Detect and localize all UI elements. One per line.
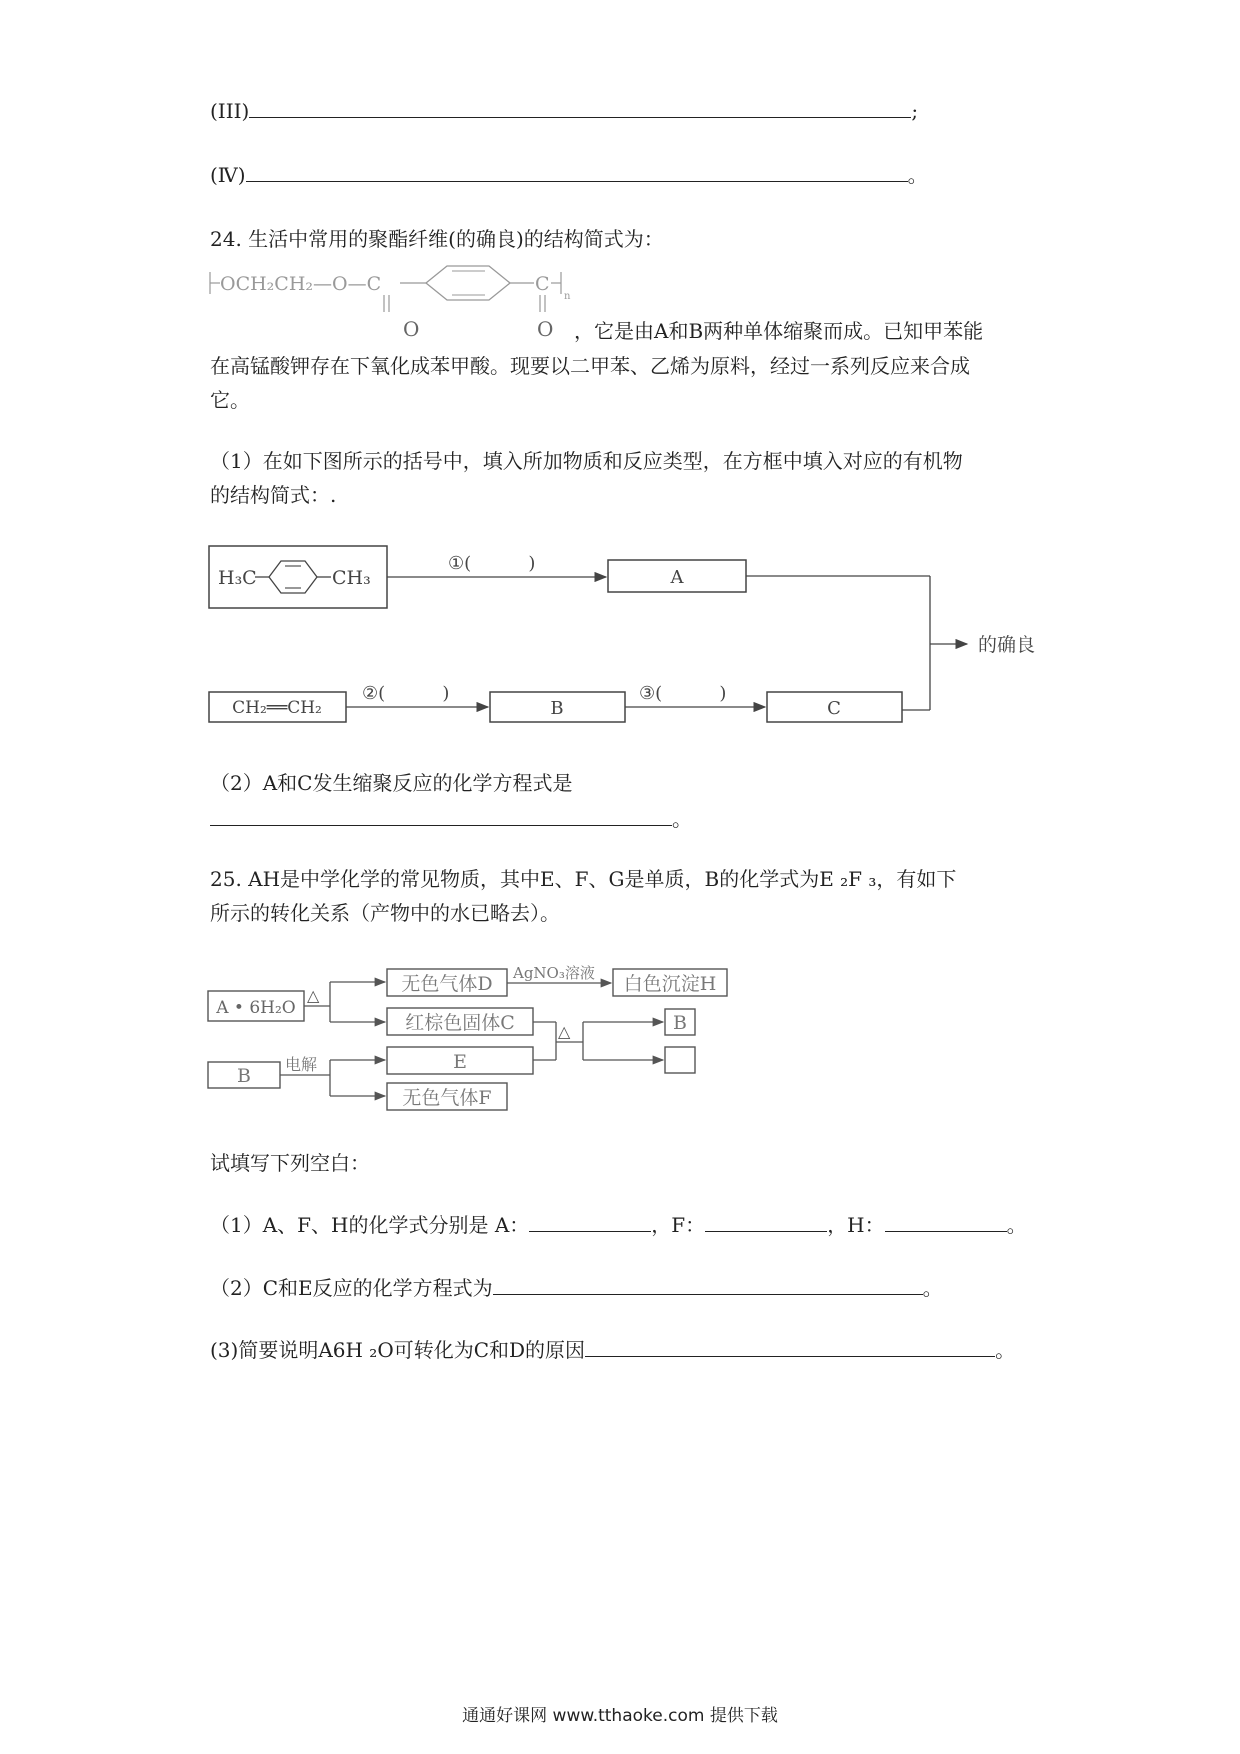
answer-blank[interactable]: [249, 99, 911, 118]
q25-title-line1: 25. AH是中学化学的常见物质，其中E、F、G是单质，B的化学式为E ₂F ₃，有如下: [210, 867, 957, 891]
answer-blank-h[interactable]: [885, 1213, 1007, 1232]
heat2-label: △: [558, 1022, 571, 1041]
box-c-label: C: [827, 698, 841, 719]
q24-part2-line1: （2）A和C发生缩聚反应的化学方程式是: [210, 771, 573, 795]
q25-sub2: [210, 1275, 943, 1301]
xylene-right: CH₃: [332, 567, 371, 589]
q24-part1-line1: （1）在如下图所示的括号中，填入所加物质和反应类型，在方框中填入对应的有机物: [210, 449, 963, 473]
page-footer: 通通好课网 www.tthaoke.com 提供下载: [462, 1706, 778, 1726]
formula-left: OCH₂CH₂—O—C: [220, 273, 382, 295]
xylene-left: H₃C: [218, 567, 257, 589]
answer-line-iv: [210, 162, 928, 188]
q25-sub1: [210, 1212, 1027, 1238]
polyester-structure: [208, 262, 588, 342]
answer-blank-f[interactable]: [705, 1213, 827, 1232]
f-label: 无色气体F: [402, 1087, 492, 1109]
h-label: 白色沉淀H: [623, 973, 717, 995]
q25-title-line2: 所示的转化关系（产物中的水已略去）。: [210, 901, 560, 925]
line-end: 。: [922, 1276, 943, 1300]
e-label: E: [453, 1051, 467, 1073]
box-g: [665, 1047, 695, 1073]
carbonyl-o-right: O: [537, 317, 554, 341]
b-out-label: B: [673, 1012, 687, 1034]
q24-part2-line2: [210, 806, 692, 832]
electrolysis-label: 电解: [285, 1055, 318, 1074]
box-a-label: A: [670, 567, 684, 588]
q24-title: 24. 生活中常用的聚酯纤维(的确良)的结构简式为：: [210, 227, 664, 251]
line-end: 。: [1006, 1213, 1027, 1237]
line-label: (Ⅳ): [210, 163, 246, 187]
box-b-label: B: [550, 698, 564, 719]
line-label: (III): [210, 99, 250, 123]
line-end: 。: [907, 163, 928, 187]
d-label: 无色气体D: [401, 973, 493, 995]
c-label: 红棕色固体C: [405, 1012, 515, 1034]
sub1-prefix: （1）A、F、H的化学式分别是 A：: [210, 1213, 530, 1237]
step2-label: ②( ): [362, 683, 450, 704]
step1-label: ①( ): [448, 553, 536, 574]
step3-label: ③( ): [639, 683, 727, 704]
ethylene-label: CH₂══CH₂: [232, 698, 322, 718]
carbonyl-o-left: O: [403, 317, 420, 341]
answer-blank[interactable]: [493, 1276, 923, 1295]
q25-fill-title: 试填写下列空白：: [210, 1151, 370, 1175]
answer-blank[interactable]: [585, 1338, 995, 1357]
answer-blank[interactable]: [210, 807, 672, 826]
formula-right: C: [535, 273, 550, 295]
agno3-label: AgNO₃溶液: [513, 964, 595, 982]
line-end: 。: [995, 1338, 1016, 1362]
answer-line-iii: [210, 98, 918, 124]
q24-intro-line2: 在高锰酸钾存在下氧化成苯甲酸。现要以二甲苯、乙烯为原料，经过一系列反应来合成: [210, 354, 970, 378]
answer-blank-a[interactable]: [529, 1213, 651, 1232]
line-end: ;: [911, 99, 919, 123]
product-label: 的确良: [978, 634, 1036, 656]
conversion-diagram: [205, 956, 735, 1114]
q24-part1-line2: 的结构简式：.: [210, 483, 337, 507]
q24-intro-line3: 它。: [210, 388, 250, 412]
answer-blank[interactable]: [246, 163, 908, 182]
heat1-label: △: [307, 986, 320, 1005]
q24-intro-line1: ，它是由A和B两种单体缩聚而成。已知甲苯能: [574, 319, 984, 343]
q25-sub3: [210, 1337, 1015, 1363]
sub1-h-label: ，H：: [827, 1213, 885, 1237]
b-in-label: B: [237, 1065, 251, 1087]
sub2-text: （2）C和E反应的化学方程式为: [210, 1276, 493, 1300]
synthesis-scheme: [205, 540, 1065, 735]
line-end: 。: [672, 807, 692, 831]
formula-n: n: [564, 291, 571, 302]
sub3-text: (3)简要说明A6H ₂O可转化为C和D的原因: [210, 1338, 586, 1362]
sub1-f-label: ，F：: [651, 1213, 706, 1237]
a-hydrate-label: A • 6H₂O: [216, 998, 296, 1018]
